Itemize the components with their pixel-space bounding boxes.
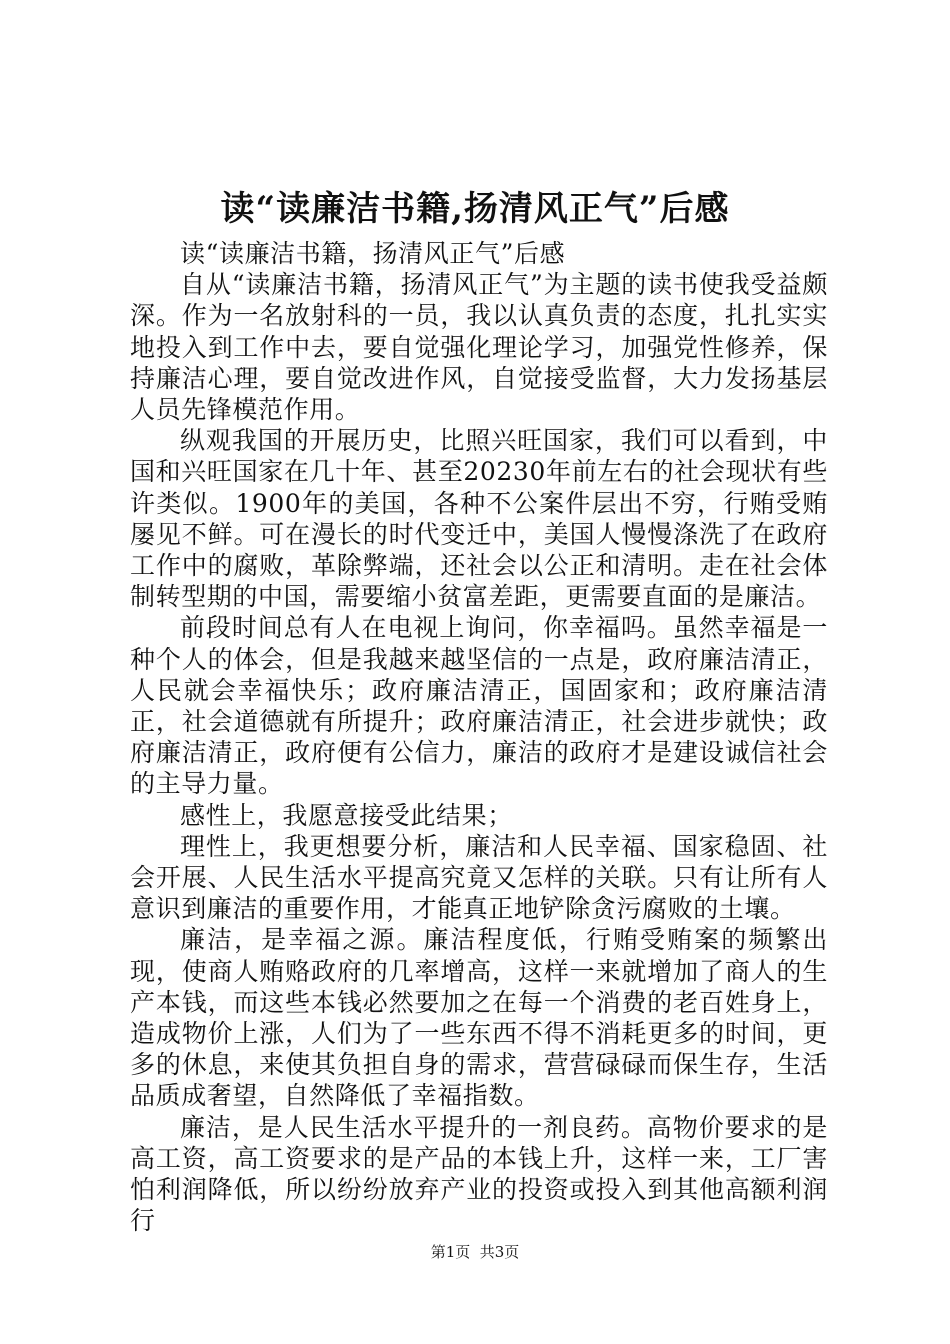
document-body (130, 238, 828, 1237)
paragraph-4: 感性上，我愿意接受此结果； (180, 800, 513, 830)
paragraph-2: 纵观我国的开展历史，比照兴旺国家，我们可以看到，中国和兴旺国家在几十年、甚至20230年前左右的社会现状有些许类似。1900年的美国，各种不公案件层出不穷，行贿受贿屡见不鲜。可在漫长的时代变迁中，美国人慢慢涤洗了在政府工作中的腐败，革除弊端，还社会以公正和清明。走在社会体制转型期的中国，需要缩小贫富差距，更需要直面的是廉洁。 (130, 426, 828, 612)
paragraph-subtitle: 读“读廉洁书籍，扬清风正气”后感 (180, 239, 566, 268)
paragraph-3: 前段时间总有人在电视上询问，你幸福吗。虽然幸福是一种个人的体会，但是我越来越坚信的一点是，政府廉洁清正，人民就会幸福快乐；政府廉洁清正，国固家和；政府廉洁清正，社会道德就有所提升；政府廉洁清正，社会进步就快；政府廉洁清正，政府便有公信力，廉洁的政府才是建设诚信社会的主导力量。 (130, 613, 828, 799)
paragraph-7: 廉洁，是人民生活水平提升的一剂良药。高物价要求的是高工资，高工资要求的是产品的本钱上升，这样一来，工厂害怕利润降低，所以纷纷放弃产业的投资或投入到其他高额利润行 (130, 1112, 828, 1236)
paragraph-6: 廉洁，是幸福之源。廉洁程度低，行贿受贿案的频繁出现，使商人贿赂政府的几率增高，这样一来就增加了商人的生产本钱，而这些本钱必然要加之在每一个消费的老百姓身上，造成物价上涨，人们为了一些东西不得不消耗更多的时间，更多的休息，来使其负担自身的需求，营营碌碌而保生存，生活品质成奢望，自然降低了幸福指数。 (130, 925, 828, 1111)
paragraph-1: 自从“读廉洁书籍，扬清风正气”为主题的读书使我受益颇深。作为一名放射科的一员，我以认真负责的态度，扎扎实实地投入到工作中去，要自觉强化理论学习，加强党性修养，保持廉洁心理，要自觉改进作风，自觉接受监督，大力发扬基层人员先锋模范作用。 (130, 270, 828, 425)
paragraph-5: 理性上，我更想要分析，廉洁和人民幸福、国家稳固、社会开展、人民生活水平提高究竟又怎样的关联。只有让所有人意识到廉洁的重要作用，才能真正地铲除贪污腐败的土壤。 (130, 831, 828, 924)
document-title: 读“读廉洁书籍,扬清风正气”后感 (220, 189, 730, 229)
page-number-footer: 第1页 共3页 (430, 1243, 520, 1261)
